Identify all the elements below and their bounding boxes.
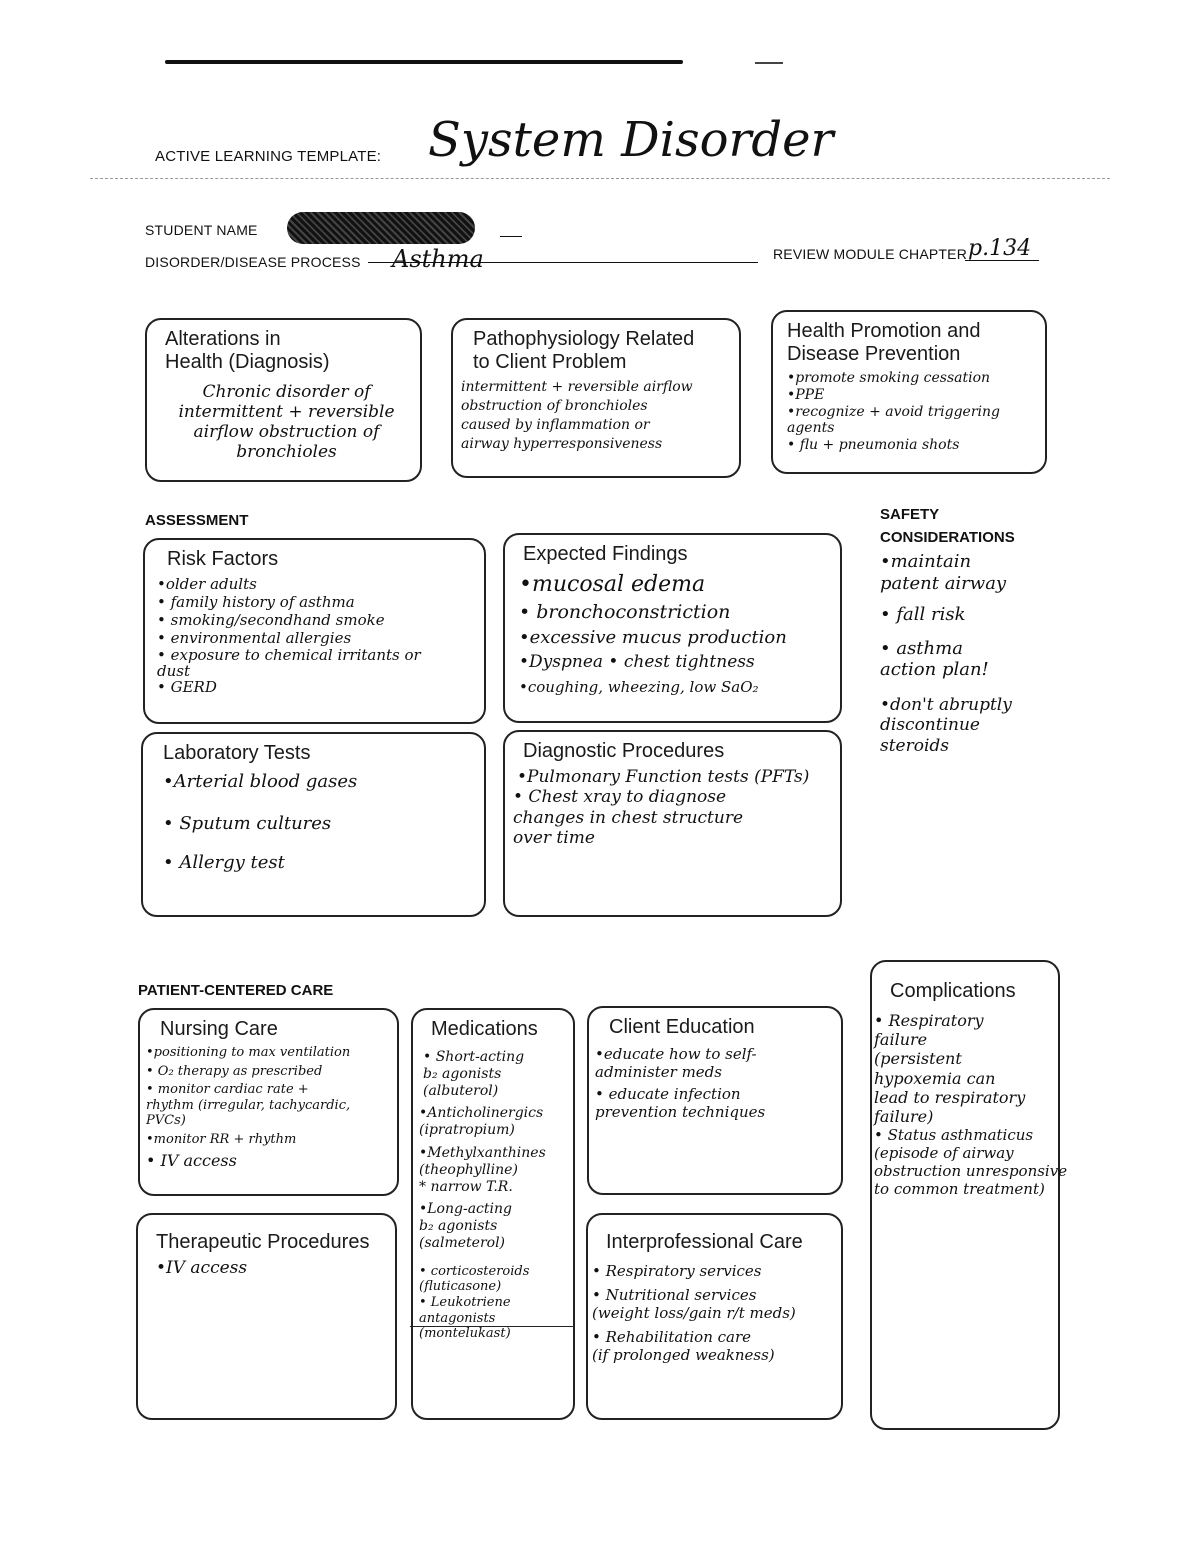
template-title: System Disorder — [428, 112, 834, 168]
list-item: • Rehabilitation care (if prolonged weakness) — [592, 1328, 775, 1364]
list-item: • Short-acting b₂ agonists (albuterol) — [423, 1049, 525, 1099]
top-dash — [755, 62, 783, 64]
disorder-underline — [368, 262, 758, 263]
list-item: •recognize + avoid triggering agents — [787, 403, 1000, 437]
alterations-title: Alterations in Health (Diagnosis) — [165, 328, 330, 373]
list-item: •positioning to max ventilation — [146, 1045, 351, 1060]
risk-factors-title: Risk Factors — [167, 548, 279, 570]
list-item: • IV access — [146, 1150, 237, 1170]
chapter-underline — [965, 260, 1039, 261]
lab-tests-list — [163, 771, 472, 874]
list-item: • Leukotriene antagonists (montelukast) — [419, 1294, 511, 1342]
expected-findings-title: Expected Findings — [523, 543, 688, 565]
therapeutic-procedures-box — [136, 1213, 397, 1420]
list-item: •Arterial blood gases — [163, 771, 358, 792]
list-item: • Status asthmaticus (episode of airway obstruction unresponsive to common treatment) — [874, 1126, 1068, 1199]
list-item: • asthma action plan! — [880, 637, 989, 681]
interprofessional-care-title: Interprofessional Care — [606, 1231, 803, 1253]
list-item: •maintain patent airway — [880, 551, 1007, 594]
pathophysiology-text: intermittent + reversible airflow obstruction of bronchioles caused by inflammation or airway hyperresponsiveness — [461, 379, 693, 452]
list-item: • Nutritional services (weight loss/gain r/t meds) — [592, 1286, 796, 1322]
chapter-label: REVIEW MODULE CHAPTER — [773, 246, 967, 262]
list-item: • family history of asthma — [157, 593, 355, 611]
lab-tests-box — [141, 732, 486, 917]
complications-box — [870, 960, 1068, 1430]
list-item: • Allergy test — [163, 852, 285, 874]
list-item: •monitor RR + rhythm — [146, 1131, 297, 1147]
patient-care-heading: PATIENT-CENTERED CARE — [138, 982, 334, 999]
student-name-label: STUDENT NAME — [145, 222, 258, 238]
name-underline — [500, 236, 522, 237]
diagnostic-procedures-box — [503, 730, 842, 917]
diagnostic-procedures-title: Diagnostic Procedures — [523, 740, 725, 762]
list-item: • educate infection prevention techniques — [595, 1085, 766, 1121]
client-education-title: Client Education — [609, 1016, 755, 1038]
list-item: • fall risk — [880, 604, 966, 626]
pathophysiology-title: Pathophysiology Related to Client Problem — [473, 328, 695, 373]
list-item: • bronchoconstriction — [519, 601, 731, 623]
safety-heading: SAFETY CONSIDERATIONS — [880, 506, 1015, 546]
interprofessional-care-box — [586, 1213, 843, 1420]
health-promotion-box — [771, 310, 1047, 474]
list-item: •don't abruptly discontinue steroids — [880, 694, 1012, 756]
safety-list — [880, 551, 1080, 756]
list-item: •Methylxanthines (theophylline) * narrow T.R. — [419, 1144, 546, 1195]
list-item: •Anticholinergics (ipratropium) — [419, 1105, 544, 1139]
therapeutic-procedures-list — [156, 1258, 383, 1278]
disorder-label: DISORDER/DISEASE PROCESS — [145, 254, 361, 270]
client-education-list — [595, 1045, 839, 1121]
safety-section — [880, 503, 1080, 756]
list-item: •Long-acting b₂ agonists (salmeterol) — [419, 1201, 512, 1251]
list-item: •IV access — [156, 1258, 248, 1278]
list-item: • O₂ therapy as prescribed — [146, 1063, 323, 1079]
template-label: ACTIVE LEARNING TEMPLATE: — [155, 148, 382, 165]
lab-tests-title: Laboratory Tests — [163, 742, 311, 764]
interprofessional-care-list — [592, 1262, 839, 1364]
list-item: • Respiratory failure (persistent hypoxemia can lead to respiratory failure) — [874, 1011, 1026, 1126]
medications-box — [411, 1008, 575, 1420]
list-item: •Pulmonary Function tests (PFTs) — [517, 767, 810, 787]
health-promotion-title: Health Promotion and Disease Prevention — [787, 320, 981, 365]
title-dashed-line — [90, 178, 1110, 180]
disorder-value: Asthma — [392, 245, 484, 273]
list-item: • Sputum cultures — [163, 812, 332, 834]
redacted-name — [287, 212, 475, 244]
list-item: •coughing, wheezing, low SaO₂ — [519, 678, 759, 696]
list-item: • flu + pneumonia shots — [787, 437, 960, 454]
client-education-box — [587, 1006, 843, 1195]
medications-list — [419, 1049, 571, 1252]
medications-title: Medications — [431, 1018, 538, 1040]
list-item: •Dyspnea • chest tightness — [519, 652, 755, 672]
assessment-heading: ASSESSMENT — [145, 512, 249, 529]
top-rule — [165, 60, 683, 64]
therapeutic-procedures-title: Therapeutic Procedures — [156, 1231, 370, 1253]
list-item: • Respiratory services — [592, 1262, 762, 1280]
diagnostic-procedures-list — [513, 767, 838, 849]
nursing-care-box — [138, 1008, 399, 1196]
list-item: • corticosteroids (fluticasone) — [419, 1263, 530, 1295]
list-item: • exposure to chemical irritants or dust — [157, 646, 421, 680]
chapter-value: p.134 — [968, 236, 1032, 261]
nursing-care-title: Nursing Care — [160, 1018, 278, 1040]
medications-list-bottom — [419, 1264, 571, 1342]
alterations-box — [145, 318, 422, 482]
list-item: • Chest xray to diagnose changes in chest structure over time — [513, 787, 744, 849]
list-item: • GERD — [157, 678, 217, 696]
health-promotion-list — [787, 370, 1043, 454]
list-item: •educate how to self- administer meds — [595, 1045, 757, 1081]
medications-divider — [410, 1326, 574, 1327]
expected-findings-list — [519, 570, 838, 699]
list-item: •promote smoking cessation — [787, 370, 991, 386]
nursing-care-list — [146, 1045, 395, 1170]
complications-list — [874, 1011, 1104, 1198]
risk-factors-box — [143, 538, 486, 724]
list-item: •excessive mucus production — [519, 627, 787, 648]
expected-findings-box — [503, 533, 842, 723]
list-item: •older adults — [157, 575, 257, 593]
alterations-text: Chronic disorder of intermittent + reversible airflow obstruction of bronchioles — [178, 382, 395, 462]
complications-title: Complications — [890, 980, 1016, 1002]
list-item: •PPE — [787, 386, 825, 403]
risk-factors-list — [157, 575, 472, 695]
list-item: • environmental allergies — [157, 629, 352, 647]
list-item: • monitor cardiac rate + rhythm (irregular, tachycardic, PVCs) — [146, 1082, 351, 1129]
list-item: •mucosal edema — [519, 572, 706, 597]
pathophysiology-box — [451, 318, 741, 478]
list-item: • smoking/secondhand smoke — [157, 611, 385, 629]
